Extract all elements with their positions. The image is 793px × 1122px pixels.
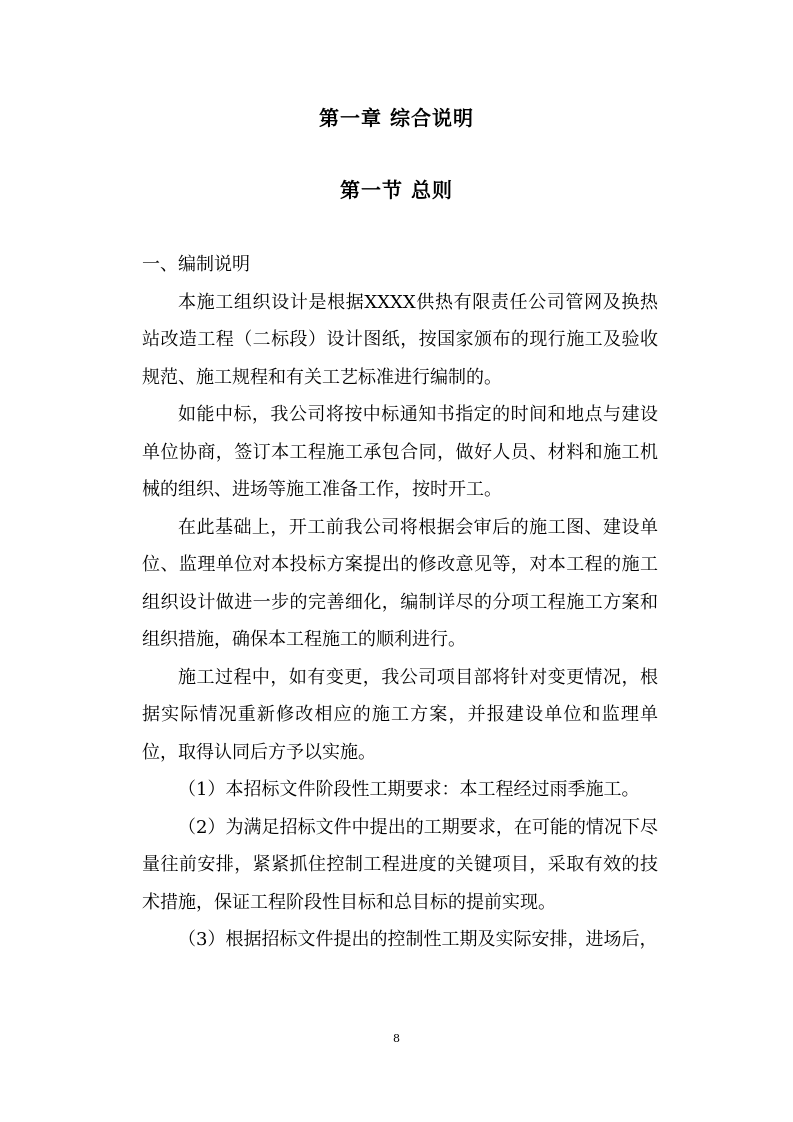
paragraph: （1）本招标文件阶段性工期要求：本工程经过雨季施工。	[178, 779, 640, 800]
paragraph: 本施工组织设计是根据XXXX供热有限责任公司管网及换热站改造工程（二标段）设计图纸，按国家颁布的现行施工及验收规范、施工规程和有关工艺标准进行编制的。	[142, 291, 658, 388]
section-title: 第一节 总则	[340, 178, 453, 202]
body-text	[142, 246, 658, 959]
paragraph: （3）根据招标文件提出的控制性工期及实际安排，进场后，	[178, 929, 658, 950]
subheading: 一、编制说明	[142, 254, 250, 275]
paragraph: 如能中标，我公司将按中标通知书指定的时间和地点与建设单位协商，签订本工程施工承包合同，做好人员、材料和施工机械的组织、进场等施工准备工作，按时开工。	[142, 404, 658, 500]
page-number: 8	[393, 1032, 400, 1045]
chapter-title: 第一章 综合说明	[319, 106, 474, 130]
paragraph: （2）为满足招标文件中提出的工期要求，在可能的情况下尽量往前安排，紧紧抓住控制工程进度的关键项目，采取有效的技术措施，保证工程阶段性目标和总目标的提前实现。	[142, 816, 658, 913]
paragraph: 在此基础上，开工前我公司将根据会审后的施工图、建设单位、监理单位对本投标方案提出的修改意见等，对本工程的施工组织设计做进一步的完善细化，编制详尽的分项工程施工方案和组织措施，确保本工程施工的顺利进行。	[142, 516, 658, 650]
paragraph: 施工过程中，如有变更，我公司项目部将针对变更情况，根据实际情况重新修改相应的施工方案，并报建设单位和监理单位，取得认同后方予以实施。	[142, 666, 658, 763]
